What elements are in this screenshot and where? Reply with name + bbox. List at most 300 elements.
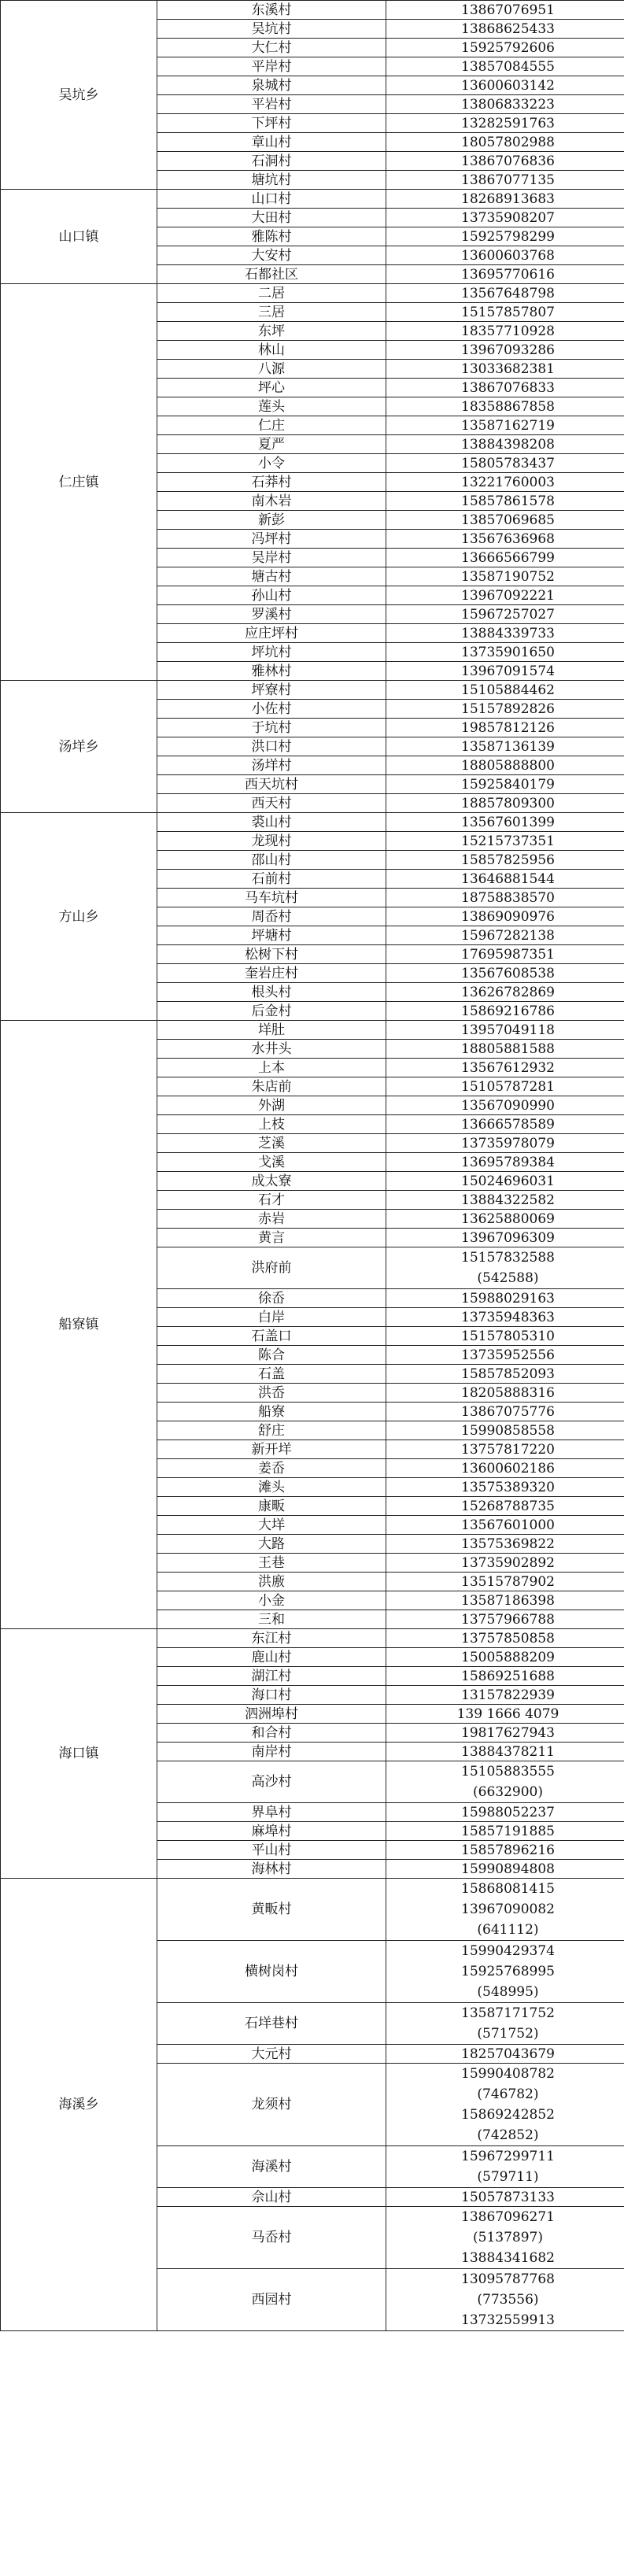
phone-cell [386,379,624,397]
phone-cell [386,303,624,322]
phone-cell [386,1153,624,1172]
village-name-cell: 塘坑村 [157,171,386,190]
village-name-cell: 海溪村 [157,2146,386,2188]
phone-cell [386,1648,624,1667]
phone-number: 13567601399 [461,814,555,830]
phone-cell [386,1096,624,1115]
phone-number: 15105884462 [461,682,555,698]
phone-number: 15157892826 [461,700,555,717]
phone-cell [386,700,624,719]
village-name-cell: 洪口村 [157,737,386,756]
village-name-cell: 应庄坪村 [157,624,386,643]
phone-number: 13857069685 [461,512,555,528]
phone-cell [386,1440,624,1459]
phone-number: 13735908207 [461,209,555,226]
phone-cell [386,1860,624,1879]
phone-cell [386,794,624,813]
village-name-cell: 邵山村 [157,851,386,870]
phone-number: 13646881544 [461,870,555,887]
village-name-cell: 石莽村 [157,473,386,492]
phone-cell [386,511,624,530]
village-name-cell: 小金 [157,1591,386,1610]
phone-number: 13869090976 [461,908,555,925]
phone-number: 13967096309 [461,1229,555,1246]
phone-number: 13867076951 [461,2,555,18]
phone-number: 13033682381 [461,360,555,377]
phone-number: 13967093286 [461,342,555,358]
village-name-cell: 大元村 [157,2045,386,2064]
phone-number: 13868625433 [461,20,555,37]
table-row [1,1629,624,1648]
village-name-cell: 黄畈村 [157,1879,386,1941]
village-name-cell: 成太寮 [157,1172,386,1191]
phone-number: 17695987351 [461,946,555,963]
phone-number: 13757850858 [461,1630,555,1646]
village-name-cell: 石前村 [157,870,386,889]
village-name-cell: 垟肚 [157,1021,386,1040]
phone-number: 13587186398 [461,1592,555,1609]
phone-number: 13867076836 [461,153,555,169]
phone-cell [386,1516,624,1535]
village-name-cell: 后金村 [157,1002,386,1021]
phone-cell [386,1879,624,1941]
phone-number: 15990429374 [461,1943,555,1959]
village-name-cell: 朱店前 [157,1077,386,1096]
village-name-cell: 八源 [157,360,386,379]
phone-cell [386,95,624,114]
phone-cell [386,1803,624,1822]
phone-number: 18805888800 [461,757,555,774]
phone-number: 13567648798 [461,285,555,301]
village-name-cell: 二居 [157,284,386,303]
phone-number: 13967091574 [461,663,555,679]
phone-cell [386,284,624,303]
phone-cell [386,435,624,454]
village-name-cell: 水井头 [157,1040,386,1059]
village-name-cell: 和合村 [157,1724,386,1743]
phone-cell [386,1,624,20]
table-row [1,1879,624,1941]
phone-number: 13884339733 [461,625,555,641]
village-name-cell: 雅陈村 [157,227,386,246]
phone-cell [386,1743,624,1761]
phone-cell [386,756,624,775]
phone-cell [386,341,624,360]
village-name-cell: 白岸 [157,1308,386,1327]
phone-number: (5137897) [473,2230,543,2245]
village-name-cell: 石盖 [157,1365,386,1384]
phone-number: 15925840179 [461,776,555,793]
phone-number: 13867077135 [461,172,555,188]
phone-cell [386,1229,624,1247]
phone-number: 15868081415 [461,1881,555,1897]
phone-cell [386,1822,624,1841]
village-name-cell: 横树岗村 [157,1941,386,2003]
phone-number: 13967090082 [461,1902,555,1917]
phone-number: 15857852093 [461,1366,555,1382]
phone-number: 13735901650 [461,644,555,660]
phone-cell [386,152,624,171]
village-name-cell: 麻埠村 [157,1822,386,1841]
phone-number: 15057873133 [461,2189,555,2205]
phone-number: 13884378211 [461,1743,555,1760]
village-name-cell: 坪寮村 [157,681,386,700]
village-name-cell: 平山村 [157,1841,386,1860]
phone-number: 15268788735 [461,1498,555,1514]
table-row [1,284,624,303]
phone-number: 13567601000 [461,1517,555,1533]
phone-number: 13857084555 [461,58,555,75]
phone-number: 15925768995 [461,1964,555,1979]
phone-cell [386,2207,624,2269]
phone-number: (579711) [477,2169,539,2185]
village-name-cell: 东江村 [157,1629,386,1648]
phone-cell [386,983,624,1002]
phone-cell [386,1210,624,1229]
village-name-cell: 吴坑村 [157,20,386,39]
phone-cell [386,20,624,39]
village-name-cell: 平岩村 [157,95,386,114]
phone-cell [386,1002,624,1021]
village-name-cell: 龙须村 [157,2064,386,2146]
phone-number: 18805881588 [461,1040,555,1057]
village-name-cell: 裘山村 [157,813,386,832]
phone-number: 13695789384 [461,1154,555,1170]
village-name-cell: 界阜村 [157,1803,386,1822]
phone-number: 13757966788 [461,1611,555,1628]
phone-number: 13575369822 [461,1536,555,1552]
phone-cell [386,719,624,737]
phone-cell [386,832,624,851]
town-name-cell: 山口镇 [1,190,157,284]
village-name-cell: 湖江村 [157,1667,386,1686]
phone-number: 13567636968 [461,530,555,547]
phone-cell [386,209,624,227]
village-name-cell: 东溪村 [157,1,386,20]
phone-cell [386,1705,624,1724]
phone-number: 13587162719 [461,417,555,434]
phone-number: 13567608538 [461,965,555,981]
phone-cell [386,1040,624,1059]
village-name-cell: 滩头 [157,1478,386,1497]
phone-cell [386,246,624,265]
phone-number: 13884322582 [461,1192,555,1208]
phone-cell [386,1554,624,1573]
table-body [1,1,624,2331]
phone-number: 15925798299 [461,228,555,245]
phone-number: 15990408782 [461,2066,555,2082]
phone-cell [386,2269,624,2331]
phone-number: 15024696031 [461,1173,555,1189]
village-name-cell: 陈合 [157,1346,386,1365]
phone-cell [386,1629,624,1648]
village-name-cell: 章山村 [157,133,386,152]
phone-cell [386,39,624,57]
phone-number: 18268913683 [461,190,555,207]
phone-cell [386,681,624,700]
village-name-cell: 洪廒 [157,1573,386,1591]
phone-cell [386,1724,624,1743]
village-name-cell: 泉城村 [157,76,386,95]
phone-number: (571752) [477,2026,539,2042]
phone-cell [386,1289,624,1308]
phone-number: 19857812126 [461,719,555,736]
phone-number: 15215737351 [461,833,555,849]
village-name-cell: 罗溪村 [157,605,386,624]
village-name-cell: 小佐村 [157,700,386,719]
town-name-cell: 船寮镇 [1,1021,157,1629]
village-name-cell: 佘山村 [157,2188,386,2207]
village-name-cell: 大垟 [157,1516,386,1535]
village-name-cell: 海口村 [157,1686,386,1705]
village-name-cell: 南木岩 [157,492,386,511]
village-name-cell: 坪坑村 [157,643,386,662]
phone-number: 13867076833 [461,379,555,396]
phone-cell [386,549,624,567]
phone-number: 13695770616 [461,266,555,283]
phone-cell [386,530,624,549]
phone-number: 139 1666 4079 [456,1706,559,1722]
phone-number: 18857809300 [461,795,555,811]
phone-number: 15925792606 [461,39,555,56]
phone-cell [386,2188,624,2207]
phone-cell [386,1535,624,1554]
phone-number: 13967092221 [461,587,555,604]
village-name-cell: 洪岙 [157,1384,386,1403]
phone-cell [386,586,624,605]
phone-number: 13626782869 [461,984,555,1000]
village-name-cell: 大路 [157,1535,386,1554]
village-name-cell: 平岸村 [157,57,386,76]
phone-cell [386,926,624,945]
village-name-cell: 小令 [157,454,386,473]
phone-cell [386,2064,624,2146]
phone-cell [386,1327,624,1346]
phone-number: 18205888316 [461,1384,555,1401]
village-name-cell: 雅林村 [157,662,386,681]
village-name-cell: 西天村 [157,794,386,813]
village-name-cell: 莲头 [157,397,386,416]
phone-cell [386,454,624,473]
phone-number: 19817627943 [461,1724,555,1741]
phone-number: 18057802988 [461,134,555,150]
phone-cell [386,1761,624,1803]
phone-cell [386,643,624,662]
phone-number: 15157857807 [461,304,555,320]
phone-number: 13732559913 [461,2312,555,2328]
village-name-cell: 戈溪 [157,1153,386,1172]
phone-cell [386,605,624,624]
phone-cell [386,473,624,492]
phone-number: (6632900) [473,1784,543,1800]
phone-number: 15869242852 [461,2107,555,2123]
phone-cell [386,1841,624,1860]
phone-cell [386,1573,624,1591]
phone-cell [386,1686,624,1705]
phone-number: 13666578589 [461,1116,555,1133]
village-name-cell: 仁庄 [157,416,386,435]
village-name-cell: 新开垟 [157,1440,386,1459]
phone-cell [386,397,624,416]
phone-number: 15967282138 [461,927,555,944]
village-name-cell: 西天坑村 [157,775,386,794]
phone-number: (773556) [477,2292,539,2308]
phone-number: (742852) [477,2127,539,2143]
village-name-cell: 坪心 [157,379,386,397]
village-name-cell: 洪府前 [157,1247,386,1289]
village-name-cell: 泗洲埠村 [157,1705,386,1724]
phone-number: 13666566799 [461,549,555,566]
village-name-cell: 汤垟村 [157,756,386,775]
village-name-cell: 大安村 [157,246,386,265]
village-name-cell: 上枝 [157,1115,386,1134]
village-name-cell: 奎岩庄村 [157,964,386,983]
village-name-cell: 上本 [157,1059,386,1077]
phone-number: (548995) [477,1984,539,2000]
phone-number: 13735978079 [461,1135,555,1151]
phone-number: 15869216786 [461,1003,555,1019]
phone-cell [386,1478,624,1497]
village-name-cell: 新彭 [157,511,386,530]
village-name-cell: 石才 [157,1191,386,1210]
phone-cell [386,114,624,133]
village-name-cell: 根头村 [157,983,386,1002]
village-name-cell: 东坪 [157,322,386,341]
phone-cell [386,1365,624,1384]
phone-number: 13095787768 [461,2271,555,2287]
village-name-cell: 黄言 [157,1229,386,1247]
phone-cell [386,2045,624,2064]
phone-number: 15990894808 [461,1861,555,1877]
phone-cell [386,1421,624,1440]
village-name-cell: 周岙村 [157,907,386,926]
phone-cell [386,567,624,586]
phone-number: (746782) [477,2086,539,2102]
phone-cell [386,2003,624,2045]
table-row [1,1,624,20]
phone-number: 13587136139 [461,738,555,755]
phone-cell [386,190,624,209]
phone-number: 15988052237 [461,1804,555,1820]
phone-number: 15005888209 [461,1649,555,1665]
phone-number: 15857896216 [461,1842,555,1858]
town-name-cell: 海口镇 [1,1629,157,1879]
phone-number: 13575389320 [461,1479,555,1495]
phone-number: 18357710928 [461,323,555,339]
phone-number: 13735902892 [461,1554,555,1571]
phone-cell [386,964,624,983]
phone-number: 18758838570 [461,889,555,906]
village-name-cell: 石都社区 [157,265,386,284]
phone-number: 15869251688 [461,1668,555,1684]
phone-number: 15857191885 [461,1823,555,1839]
village-name-cell: 马岙村 [157,2207,386,2269]
phone-number: 13735952556 [461,1347,555,1363]
phone-cell [386,322,624,341]
phone-number: 13157822939 [461,1687,555,1703]
village-name-cell: 山口村 [157,190,386,209]
phone-cell [386,1191,624,1210]
phone-number: 15805783437 [461,455,555,471]
village-name-cell: 南岸村 [157,1743,386,1761]
town-name-cell: 方山乡 [1,813,157,1021]
village-name-cell: 吴岸村 [157,549,386,567]
phone-cell [386,870,624,889]
phone-number: 13735948363 [461,1309,555,1325]
phone-number: 15105787281 [461,1078,555,1095]
village-name-cell: 西园村 [157,2269,386,2331]
village-name-cell: 林山 [157,341,386,360]
town-name-cell: 海溪乡 [1,1879,157,2331]
phone-number: 15157805310 [461,1328,555,1344]
phone-cell [386,57,624,76]
phone-cell [386,360,624,379]
phone-number: 18257043679 [461,2046,555,2062]
phone-number: 13884398208 [461,436,555,453]
village-name-cell: 赤岩 [157,1210,386,1229]
phone-cell [386,1346,624,1365]
village-name-cell: 孙山村 [157,586,386,605]
phone-cell [386,133,624,152]
phone-number: (542588) [477,1270,539,1286]
phone-cell [386,1667,624,1686]
village-name-cell: 石垟巷村 [157,2003,386,2045]
phone-cell [386,492,624,511]
phone-cell [386,171,624,190]
phone-number: 15967257027 [461,606,555,623]
phone-cell [386,76,624,95]
phone-cell [386,227,624,246]
village-name-cell: 冯坪村 [157,530,386,549]
phone-number: 13567090990 [461,1097,555,1114]
phone-number: 13867096271 [461,2209,555,2225]
phone-cell [386,624,624,643]
phone-number: 13221760003 [461,474,555,490]
phone-cell [386,265,624,284]
phone-cell [386,851,624,870]
village-name-cell: 姜岙 [157,1459,386,1478]
phone-cell [386,1021,624,1040]
table-row [1,1021,624,1040]
phone-number: 13515787902 [461,1573,555,1590]
phone-cell [386,1591,624,1610]
table-row [1,190,624,209]
table-row [1,681,624,700]
village-name-cell: 船寮 [157,1403,386,1421]
phone-number: 13587171752 [461,2005,555,2021]
town-name-cell: 汤垟乡 [1,681,157,813]
village-name-cell: 徐岙 [157,1289,386,1308]
village-name-cell: 芝溪 [157,1134,386,1153]
village-name-cell: 大田村 [157,209,386,227]
phone-number: 13567612932 [461,1059,555,1076]
phone-number: 15990858558 [461,1422,555,1439]
phone-number: 13757817220 [461,1441,555,1458]
phone-number: 13867075776 [461,1403,555,1420]
phone-cell [386,2146,624,2188]
village-name-cell: 下坪村 [157,114,386,133]
phone-number: 13806833223 [461,96,555,113]
phone-number: 13282591763 [461,115,555,131]
phone-cell [386,1941,624,2003]
phone-cell [386,1247,624,1289]
phone-number: 15105883555 [461,1764,555,1780]
village-name-cell: 康畈 [157,1497,386,1516]
phone-cell [386,1172,624,1191]
town-name-cell: 仁庄镇 [1,284,157,681]
village-name-cell: 石盖口 [157,1327,386,1346]
phone-cell [386,737,624,756]
